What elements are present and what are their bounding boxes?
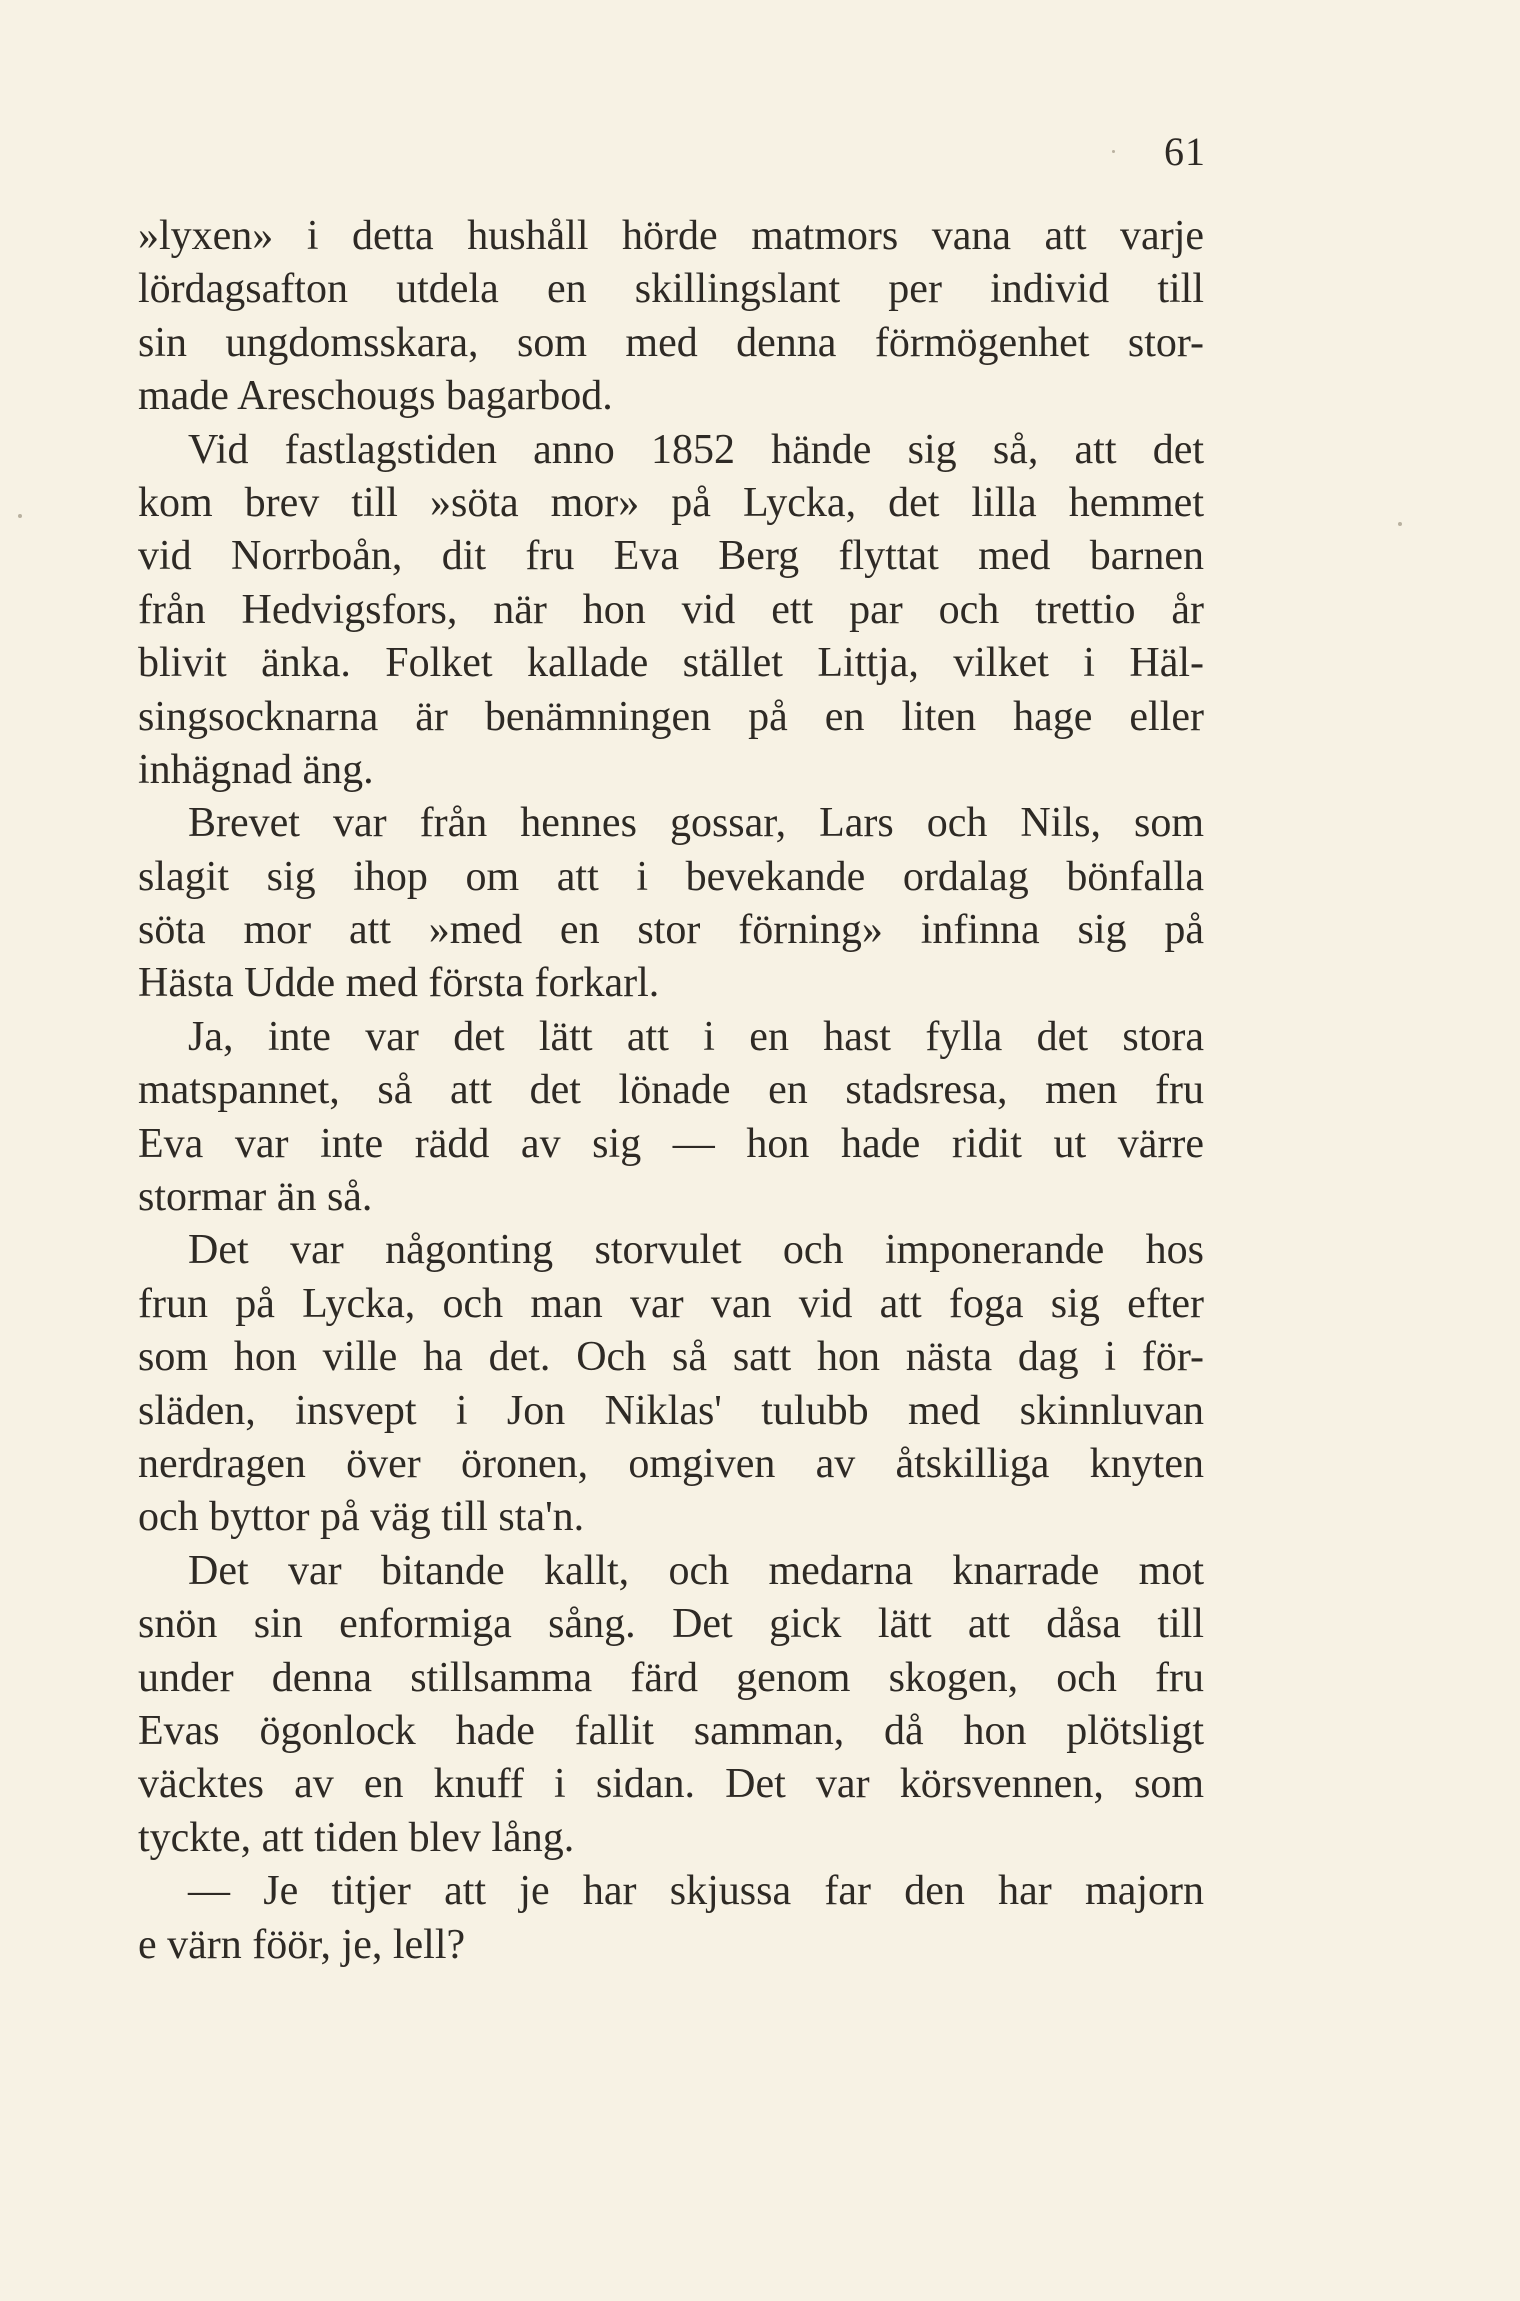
text-line: Evas ögonlock hade fallit samman, då hon plötsligt	[138, 1707, 1204, 1754]
text-line: Det var någonting storvulet och imponerande hos	[188, 1227, 1204, 1274]
text-line: — Je titjer att je har skjussa far den har majorn	[188, 1868, 1204, 1915]
body-text	[138, 210, 1204, 1972]
text-line: e värn föör, je, lell?	[138, 1921, 466, 1968]
paragraph	[138, 1865, 1204, 1972]
text-line: vid Norrboån, dit fru Eva Berg flyttat med barnen	[138, 533, 1204, 580]
text-line: väcktes av en knuff i sidan. Det var körsvennen, som	[138, 1761, 1204, 1808]
text-line: från Hedvigsfors, när hon vid ett par och trettio år	[138, 586, 1204, 633]
text-line: släden, insvept i Jon Niklas' tulubb med skinnluvan	[138, 1387, 1204, 1434]
paragraph	[138, 1011, 1204, 1225]
text-line: under denna stillsamma färd genom skogen, och fru	[138, 1654, 1204, 1701]
text-line: nerdragen över öronen, omgiven av åtskilliga knyten	[138, 1440, 1204, 1487]
text-line: stormar än så.	[138, 1174, 373, 1221]
paper-speck	[1112, 150, 1115, 153]
page-number: 61	[1164, 129, 1206, 174]
text-line: made Areschougs bagarbod.	[138, 373, 613, 420]
text-line: Eva var inte rädd av sig — hon hade ridit ut värre	[138, 1120, 1204, 1167]
paragraph	[138, 210, 1204, 424]
text-line: matspannet, så att det lönade en stadsresa, men fru	[138, 1067, 1204, 1114]
paragraph	[138, 797, 1204, 1011]
text-line: tyckte, att tiden blev lång.	[138, 1814, 575, 1861]
text-line: sin ungdomsskara, som med denna förmögenhet stor-	[138, 319, 1204, 366]
paragraph	[138, 424, 1204, 798]
paragraph	[138, 1224, 1204, 1544]
text-line: Vid fastlagstiden anno 1852 hände sig så, att det	[188, 426, 1204, 473]
text-line: söta mor att »med en stor förning» infinna sig på	[138, 907, 1204, 954]
paper-speck	[18, 514, 22, 518]
paper-speck	[1398, 522, 1402, 526]
text-line: som hon ville ha det. Och så satt hon nästa dag i för-	[138, 1334, 1204, 1381]
paragraph	[138, 1545, 1204, 1865]
text-line: snön sin enformiga sång. Det gick lätt att dåsa till	[138, 1601, 1204, 1648]
text-line: frun på Lycka, och man var van vid att foga sig efter	[138, 1280, 1204, 1327]
text-line: slagit sig ihop om att i bevekande ordalag bönfalla	[138, 853, 1204, 900]
text-line: Brevet var från hennes gossar, Lars och Nils, som	[188, 800, 1204, 847]
text-line: kom brev till »söta mor» på Lycka, det lilla hemmet	[138, 479, 1204, 526]
text-line: och byttor på väg till sta'n.	[138, 1494, 585, 1541]
text-line: lördagsafton utdela en skillingslant per individ till	[138, 266, 1204, 313]
text-line: singsocknarna är benämningen på en liten hage eller	[138, 693, 1204, 740]
text-line: Det var bitande kallt, och medarna knarrade mot	[188, 1547, 1204, 1594]
text-line: Hästa Udde med första forkarl.	[138, 960, 660, 1007]
text-line: »lyxen» i detta hushåll hörde matmors vana att varje	[138, 213, 1204, 259]
text-line: blivit änka. Folket kallade stället Littja, vilket i Häl-	[138, 640, 1204, 687]
text-line: Ja, inte var det lätt att i en hast fylla det stora	[188, 1013, 1204, 1060]
text-line: inhägnad äng.	[138, 746, 374, 793]
